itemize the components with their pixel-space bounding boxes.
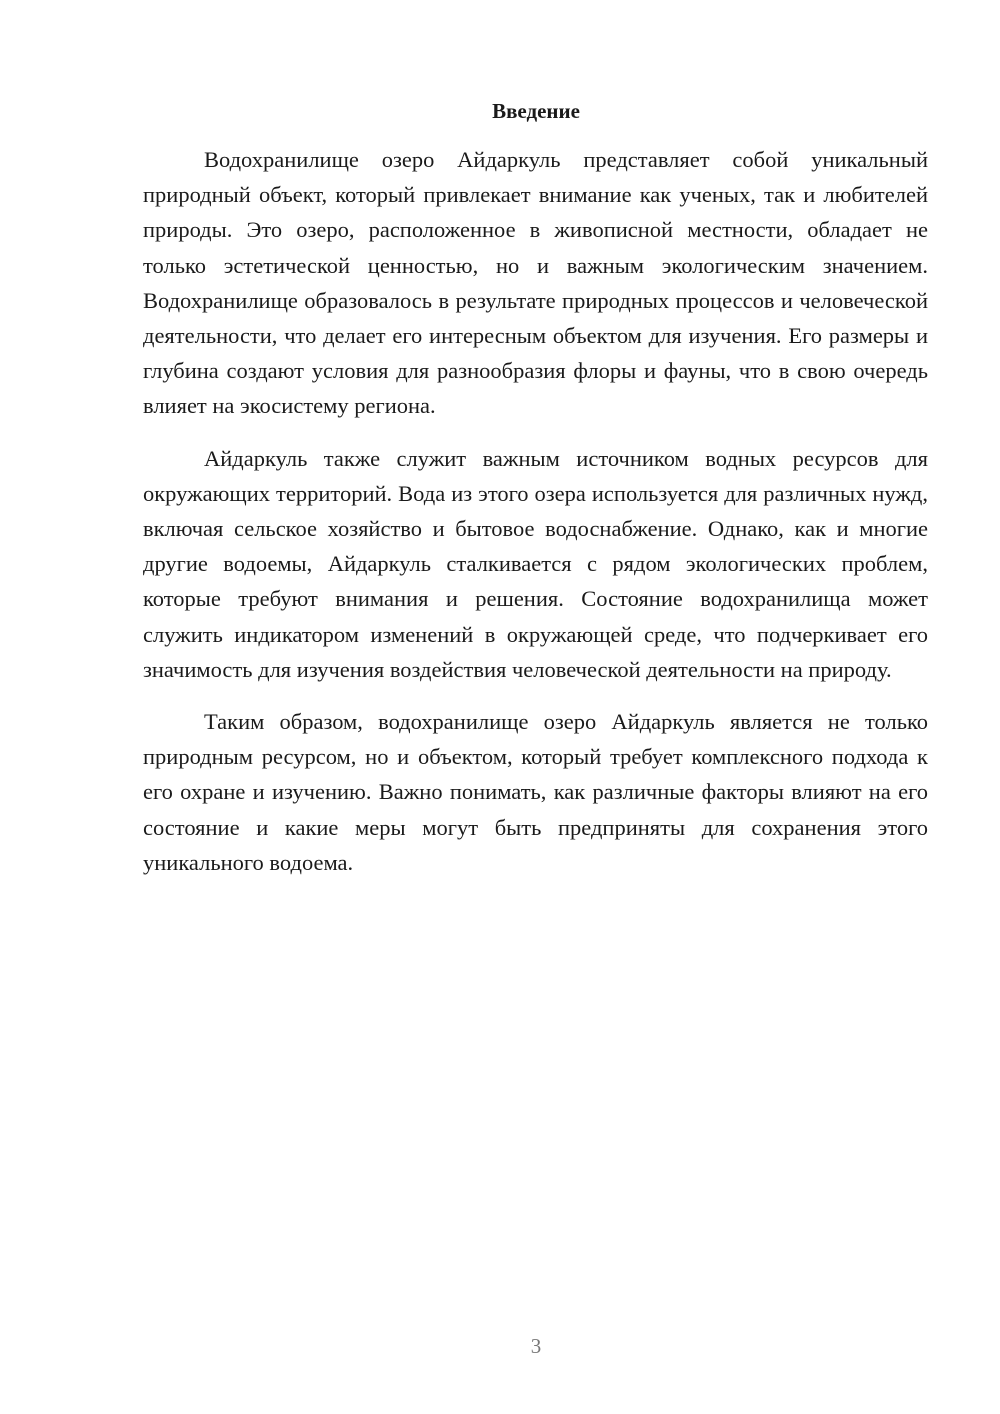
paragraph-1: Водохранилище озеро Айдаркуль представляет собой уникальный природный объект, который привлекает внимание как ученых, так и любителей природы. Это озеро, расположенное в живописной местности, обладает не только эстетической ценностью, но и важным экологическим значением. Водохранилище образовалось в результате природных процессов и человеческой деятельности, что делает его интересным объектом для изучения. Его размеры и глубина создают условия для разнообразия флоры и фауны, что в свою очередь влияет на экосистему региона. [143, 147, 928, 419]
page-number: 3 [530, 1334, 542, 1358]
paragraph-3: Таким образом, водохранилище озеро Айдаркуль является не только природным ресурсом, но и объектом, который требует комплексного подхода к его охране и изучению. Важно понимать, как различные факторы влияют на его состояние и какие меры могут быть предприняты для сохранения этого уникального водоема. [143, 709, 928, 875]
section-heading: Введение [492, 99, 580, 123]
document-body [143, 142, 928, 880]
paragraph-2: Айдаркуль также служит важным источником водных ресурсов для окружающих территорий. Вода из этого озера используется для различных нужд, включая сельское хозяйство и бытовое водоснабжение. Однако, как и многие другие водоемы, Айдаркуль сталкивается с рядом экологических проблем, которые требуют внимания и решения. Состояние водохранилища может служить индикатором изменений в окружающей среде, что подчеркивает его значимость для изучения воздействия человеческой деятельности на природу. [143, 445, 928, 682]
